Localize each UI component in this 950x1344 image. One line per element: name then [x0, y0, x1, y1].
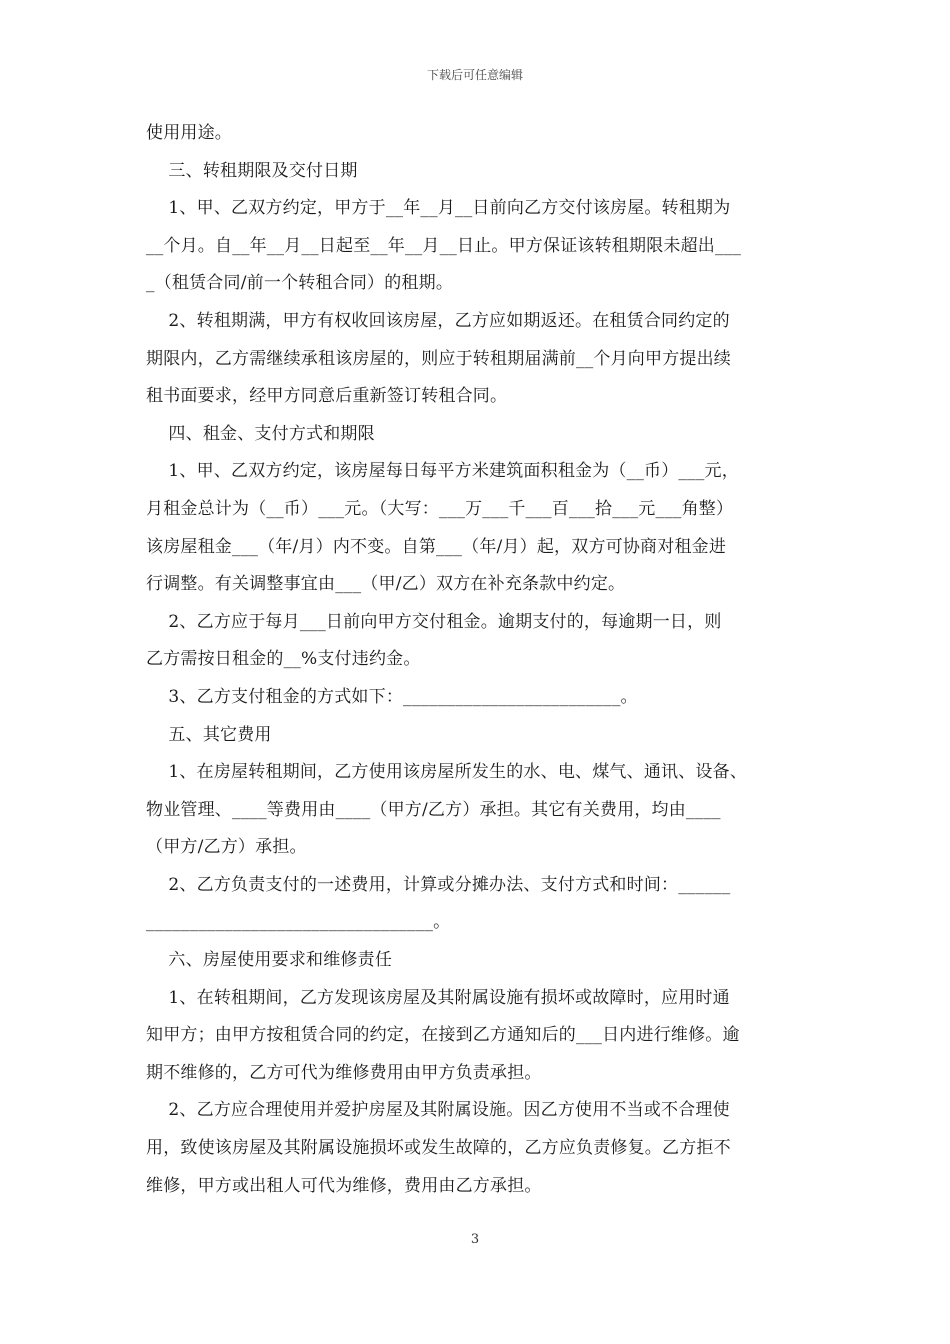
section-heading: 四、租金、支付方式和期限	[146, 423, 375, 444]
page-header: 下载后可任意编辑	[426, 68, 523, 82]
text-line: 租书面要求，经甲方同意后重新签订转租合同。	[146, 386, 508, 407]
text-line: 2、乙方负责支付的一述费用，计算或分摊办法、支付方式和时间：______	[146, 874, 731, 895]
section-heading: 五、其它费用	[146, 724, 272, 745]
text-line: 1、甲、乙双方约定，甲方于__年__月__日前向乙方交付该房屋。转租期为	[146, 198, 731, 219]
text-line: 用，致使该房屋及其附属设施损坏或发生故障的，乙方应负责修复。乙方拒不	[146, 1138, 731, 1159]
text-line: _（租赁合同/前一个转租合同）的租期。	[146, 273, 454, 294]
page-number: 3	[470, 1232, 480, 1247]
section-heading: 三、转租期限及交付日期	[146, 160, 358, 181]
text-line: 3、乙方支付租金的方式如下：_________________________。	[146, 686, 638, 707]
text-line: 行调整。有关调整事宜由___（甲/乙）双方在补充条款中约定。	[146, 574, 626, 595]
text-line: 1、在房屋转租期间，乙方使用该房屋所发生的水、电、煤气、通讯、设备、	[146, 762, 748, 783]
text-line: 乙方需按日租金的__%支付违约金。	[146, 649, 421, 670]
document-body	[146, 115, 808, 1205]
text-line: 物业管理、____等费用由____（甲方/乙方）承担。其它有关费用，均由____	[146, 799, 721, 820]
text-line: _________________________________。	[146, 912, 451, 933]
text-line: 2、乙方应于每月___日前向甲方交付租金。逾期支付的，每逾期一日，则	[146, 611, 722, 632]
text-line: 2、转租期满，甲方有权收回该房屋，乙方应如期返还。在租赁合同约定的	[146, 310, 730, 331]
text-line: 1、甲、乙双方约定，该房屋每日每平方米建筑面积租金为（__币）___元，	[146, 461, 739, 482]
section-heading: 六、房屋使用要求和维修责任	[146, 950, 393, 971]
text-line: 该房屋租金___（年/月）内不变。自第___（年/月）起，双方可协商对租金进	[146, 536, 727, 557]
text-line: 使用用途。	[146, 123, 232, 143]
text-line: __个月。自__年__月__日起至__年__月__日止。甲方保证该转租期限未超出___	[146, 235, 742, 256]
text-line: 1、在转租期间，乙方发现该房屋及其附属设施有损坏或故障时，应用时通	[146, 987, 730, 1008]
text-line: 维修，甲方或出租人可代为维修，费用由乙方承担。	[146, 1175, 542, 1196]
text-line: 2、乙方应合理使用并爱护房屋及其附属设施。因乙方使用不当或不合理使	[146, 1100, 730, 1121]
text-line: 期限内，乙方需继续承租该房屋的，则应于转租期届满前__个月向甲方提出续	[146, 348, 731, 369]
text-line: 月租金总计为（__币）___元。（大写：___万___千___百___拾___元___角整）	[146, 498, 734, 519]
text-line: （甲方/乙方）承担。	[146, 837, 307, 858]
text-line: 知甲方；由甲方按租赁合同的约定，在接到乙方通知后的___日内进行维修。逾	[146, 1025, 740, 1046]
text-line: 期不维修的，乙方可代为维修费用由甲方负责承担。	[146, 1062, 542, 1083]
